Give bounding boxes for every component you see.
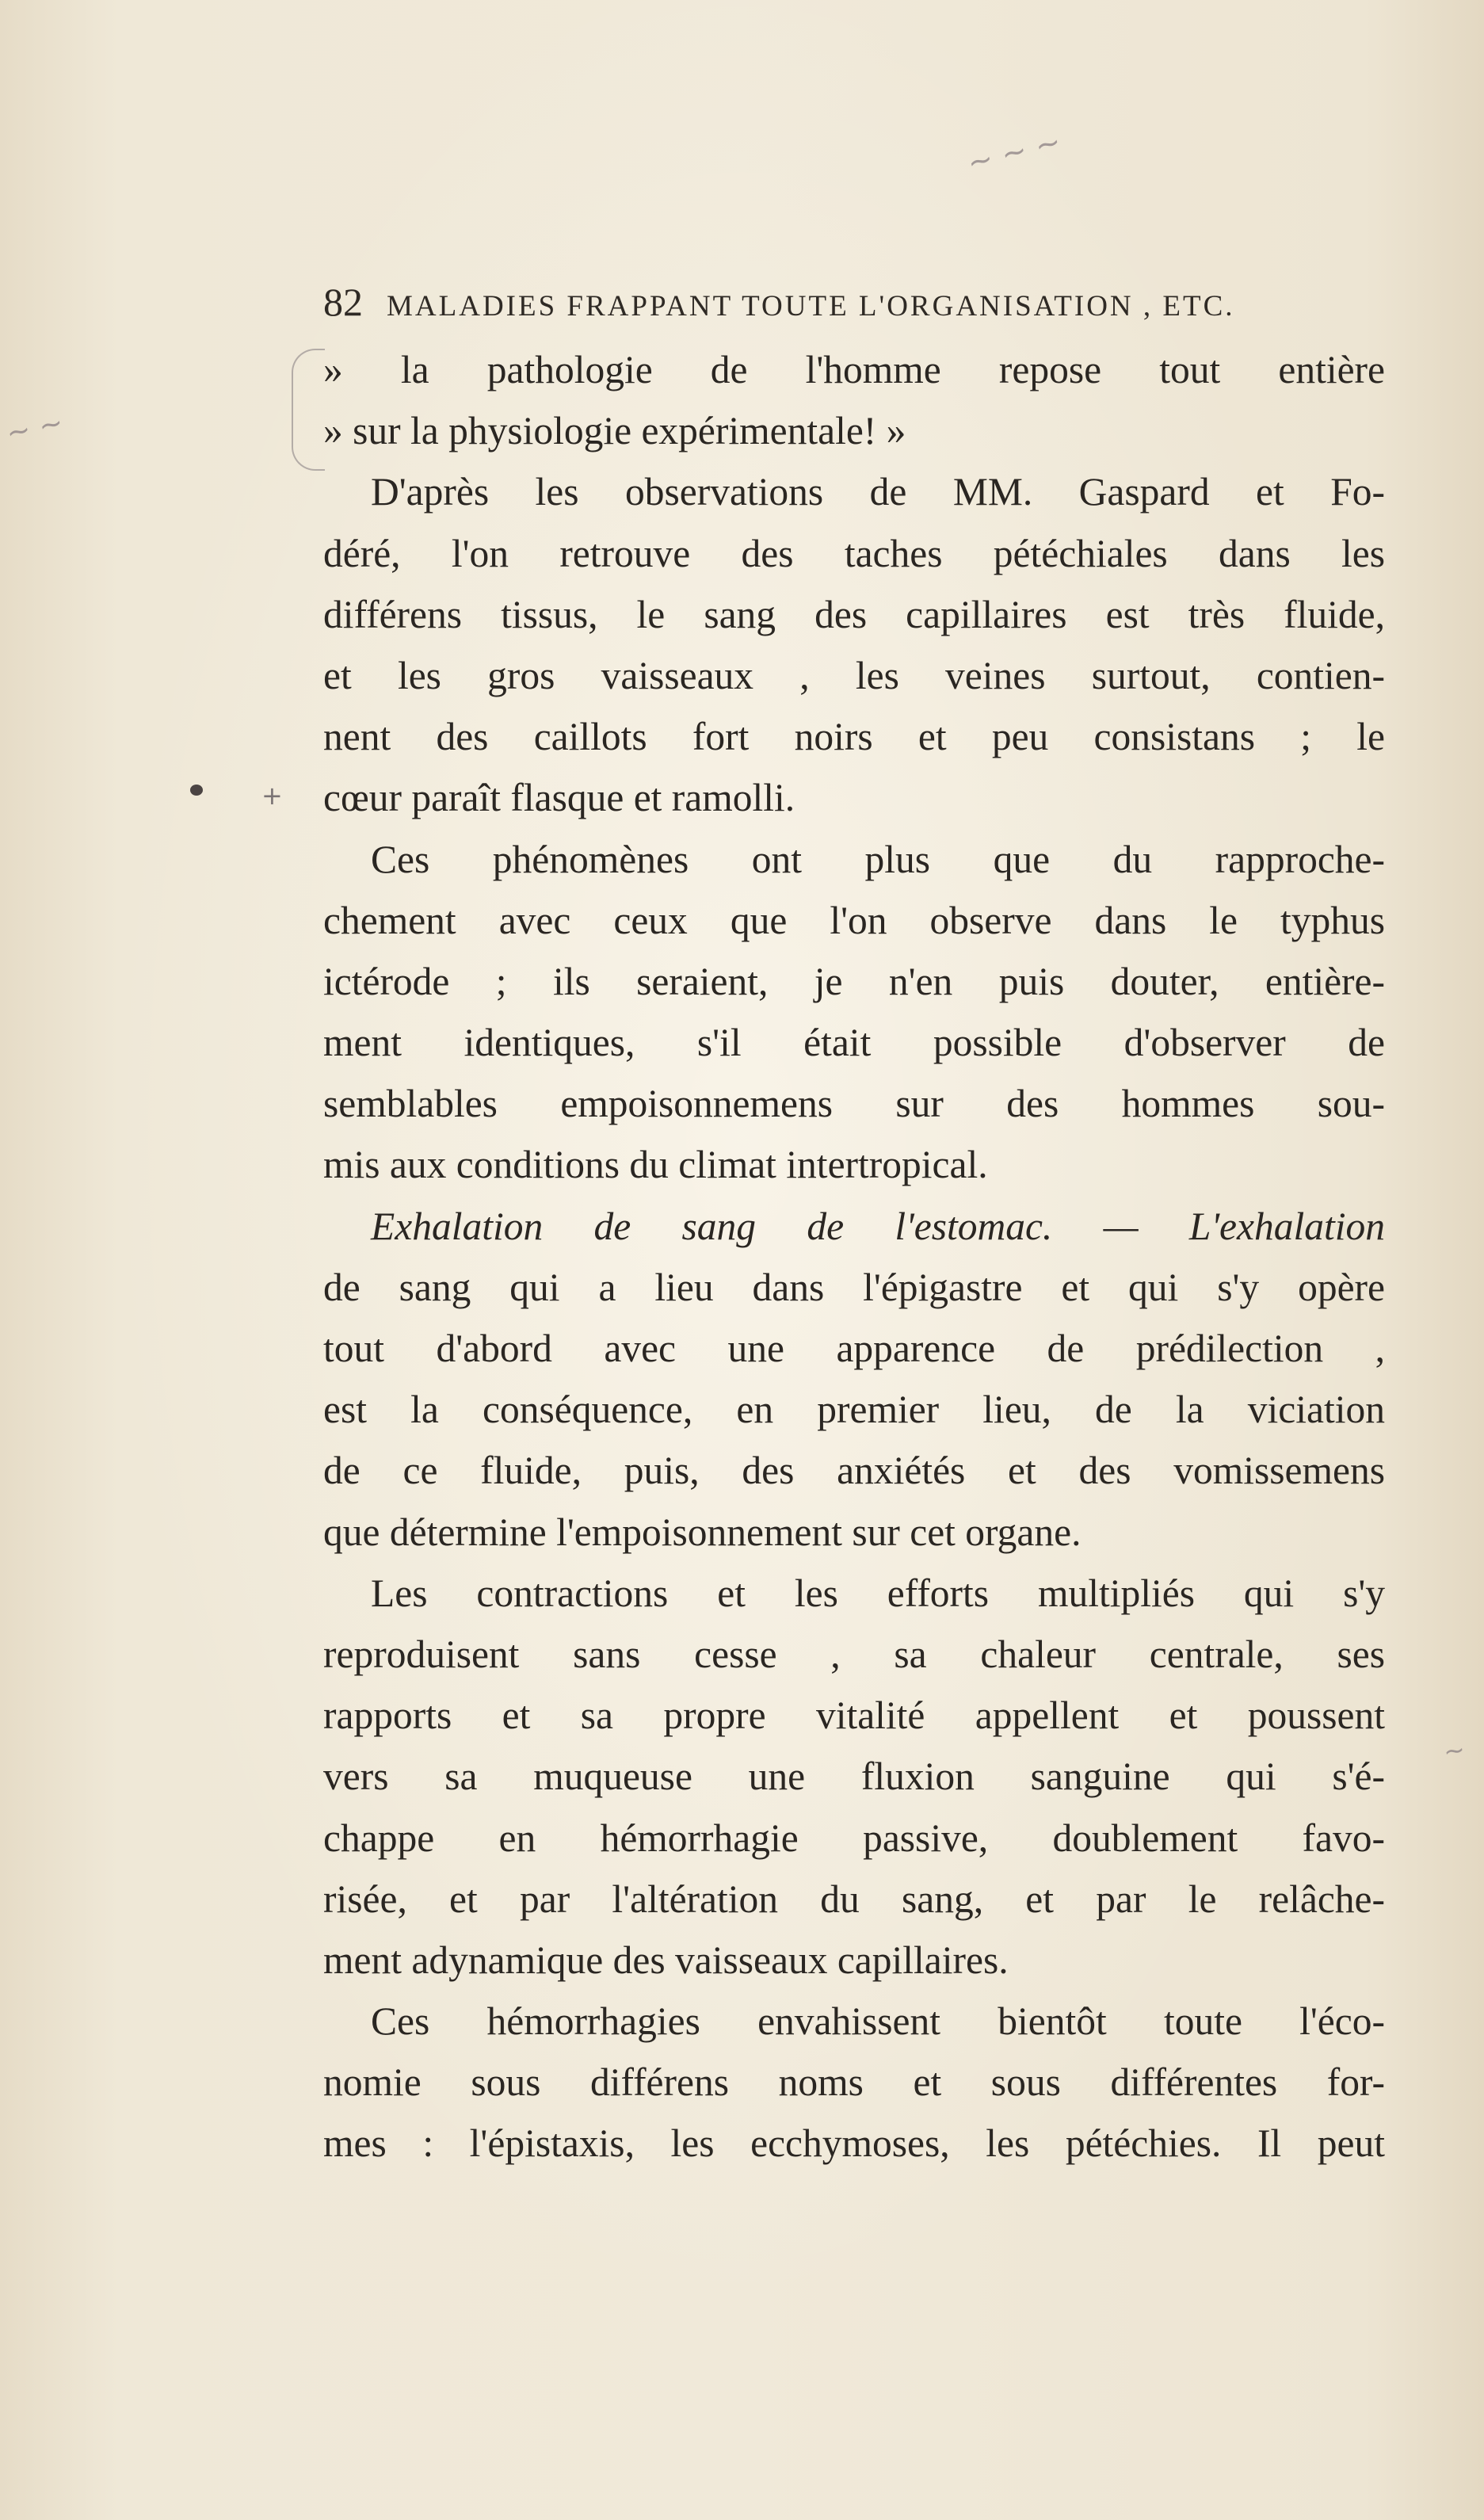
text-line: déré, l'on retrouve des taches pétéchiales dans les	[323, 531, 1385, 575]
text-line: ictérode ; ils seraient, je n'en puis douter, entière-	[323, 959, 1385, 1003]
text-line: rapports et sa propre vitalité appellent et poussent	[323, 1693, 1385, 1738]
text-line: Ces phénomènes ont plus que du rapproche-	[371, 837, 1385, 881]
text-line: cœur paraît flasque et ramolli.	[323, 776, 795, 820]
text-line: nomie sous différens noms et sous différentes for-	[323, 2060, 1385, 2105]
text-line: reproduisent sans cesse , sa chaleur centrale, ses	[323, 1632, 1385, 1676]
text-line: chappe en hémorrhagie passive, doublement favo-	[323, 1816, 1385, 1860]
text-line: chement avec ceux que l'on observe dans le typhus	[323, 898, 1385, 942]
text-line: D'après les observations de MM. Gaspard et Fo-	[371, 470, 1385, 514]
body-text	[323, 339, 1385, 2174]
pencil-plus-mark: +	[261, 781, 283, 811]
pencil-annotation-top: ~ ~ ~	[963, 124, 1065, 181]
text-line: de sang qui a lieu dans l'épigastre et qui s'y opère	[323, 1265, 1385, 1309]
running-head	[323, 279, 1385, 325]
pencil-annotation-left: ~ ~	[3, 406, 67, 451]
text-line: différens tissus, le sang des capillaires est très fluide,	[323, 592, 1385, 636]
text-line: » la pathologie de l'homme repose tout entière	[323, 348, 1385, 391]
page-number: 82	[323, 280, 363, 324]
text-line: » sur la physiologie expérimentale! »	[323, 409, 906, 453]
running-head-title: MALADIES FRAPPANT TOUTE L'ORGANISATION , ETC.	[387, 290, 1235, 323]
text-line: nent des caillots fort noirs et peu consistans ; le	[323, 715, 1385, 759]
text-line: tout d'abord avec une apparence de prédilection ,	[323, 1327, 1385, 1370]
text-line: mis aux conditions du climat intertropical.	[323, 1143, 988, 1187]
text-line: et les gros vaisseaux , les veines surtout, contien-	[323, 653, 1385, 697]
pencil-annotation-right: ~	[1441, 1734, 1467, 1767]
text-line: vers sa muqueuse une fluxion sanguine qui s'é-	[323, 1754, 1385, 1799]
text-line: Les contractions et les efforts multipliés qui s'y	[371, 1571, 1385, 1615]
text-line: mes : l'épistaxis, les ecchymoses, les pétéchies. Il peut	[323, 2121, 1385, 2166]
text-line: risée, et par l'altération du sang, et par le relâche-	[323, 1877, 1385, 1921]
section-heading-line: Exhalation de sang de l'estomac. — L'exhalation	[371, 1204, 1385, 1248]
text-line: ment adynamique des vaisseaux capillaires.	[323, 1938, 1009, 1982]
text-line: que détermine l'empoisonnement sur cet organe.	[323, 1510, 1082, 1554]
text-line: est la conséquence, en premier lieu, de la viciation	[323, 1388, 1385, 1432]
text-line: ment identiques, s'il était possible d'observer de	[323, 1021, 1385, 1065]
text-line: Ces hémorrhagies envahissent bientôt toute l'éco-	[371, 1999, 1385, 2044]
pencil-bracket	[292, 349, 325, 471]
text-line: semblables empoisonnemens sur des hommes sou-	[323, 1082, 1385, 1126]
text-line: de ce fluide, puis, des anxiétés et des vomissemens	[323, 1449, 1385, 1493]
ink-spot	[190, 785, 203, 796]
